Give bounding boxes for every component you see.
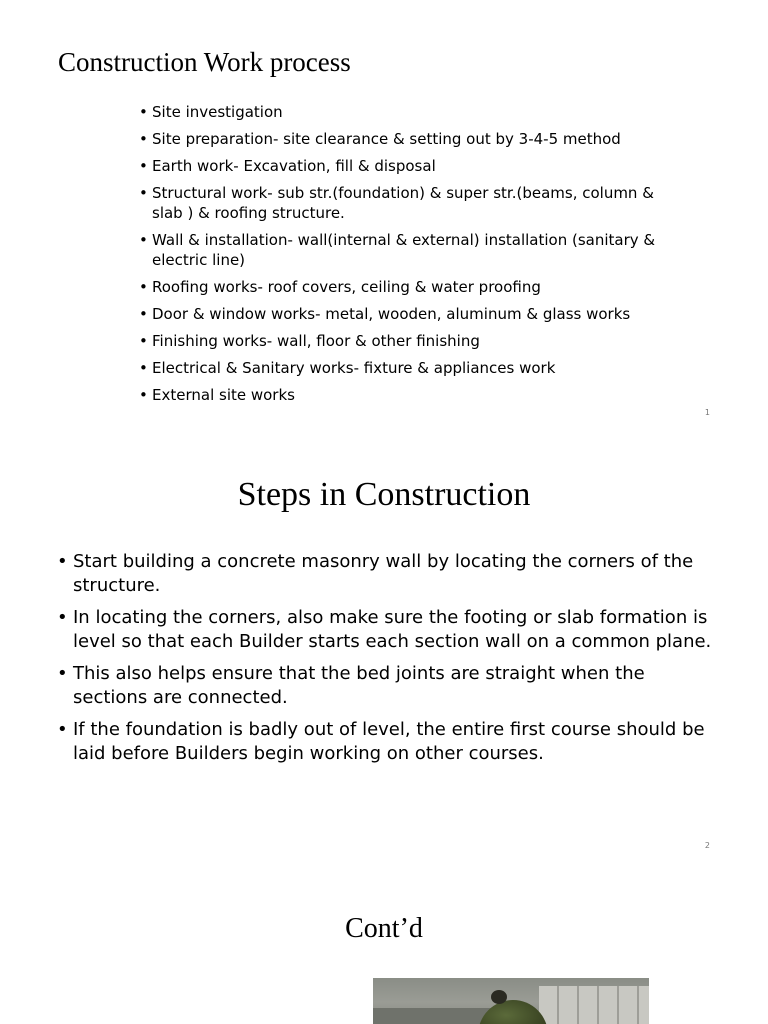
list-item: • Wall & installation- wall(internal & external) installation (sanitary & electric line) <box>139 230 679 270</box>
list-item: • Door & window works- metal, wooden, aluminum & glass works <box>139 304 679 324</box>
list-item: • If the foundation is badly out of level, the entire first course should be laid before Builders begin working on other courses. <box>57 718 717 766</box>
photo-background <box>373 1008 493 1024</box>
list-item: • Roofing works- roof covers, ceiling & water proofing <box>139 277 679 297</box>
slide-steps-in-construction <box>0 432 768 864</box>
photo-block-wall <box>539 986 649 1024</box>
page-number: 2 <box>704 841 710 850</box>
list-item: • Site preparation- site clearance & setting out by 3-4-5 method <box>139 129 679 149</box>
slide-title: Cont’d <box>345 913 423 944</box>
list-item: • Site investigation <box>139 102 679 122</box>
photo-worker <box>478 1000 548 1024</box>
slide-title: Construction Work process <box>58 47 351 77</box>
slide-contd <box>0 864 768 1024</box>
construction-worker-photo <box>373 978 649 1024</box>
list-item: • In locating the corners, also make sure the footing or slab formation is level so that each Builder starts each section wall on a common plane. <box>57 606 717 654</box>
list-item: • Electrical & Sanitary works- fixture & appliances work <box>139 358 679 378</box>
list-item: • Start building a concrete masonry wall by locating the corners of the structure. <box>57 550 717 598</box>
photo-worker-head <box>491 990 507 1004</box>
bullet-list <box>139 102 679 412</box>
slide-title: Steps in Construction <box>237 476 531 513</box>
list-item: • This also helps ensure that the bed joints are straight when the sections are connected. <box>57 662 717 710</box>
list-item: • Earth work- Excavation, fill & disposal <box>139 156 679 176</box>
list-item: • Finishing works- wall, floor & other finishing <box>139 331 679 351</box>
list-item: • Structural work- sub str.(foundation) & super str.(beams, column & slab ) & roofing structure. <box>139 183 679 223</box>
bullet-list <box>57 550 717 774</box>
slide-construction-work-process <box>0 0 768 432</box>
page-number: 1 <box>704 408 710 417</box>
list-item: • External site works <box>139 385 679 405</box>
